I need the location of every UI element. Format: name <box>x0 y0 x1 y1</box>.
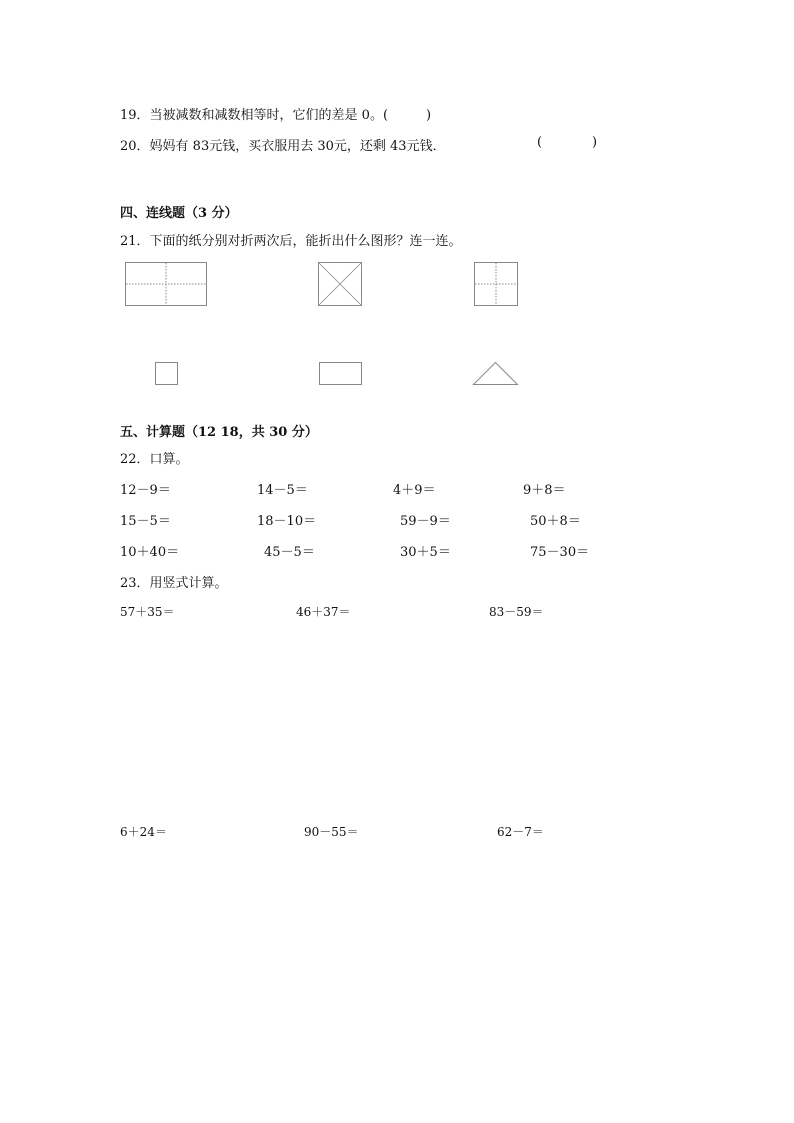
vertical-calc-item: 57＋35＝ <box>120 605 175 619</box>
oral-item: 14－5＝ <box>257 483 308 498</box>
question-19-close-paren: ) <box>426 108 432 123</box>
vertical-calc-item: 62－7＝ <box>497 825 544 839</box>
oral-item: 18－10＝ <box>257 514 317 529</box>
oral-item: 59－9＝ <box>400 514 451 529</box>
work-area-row-1[interactable] <box>120 625 600 815</box>
question-21-text: 21．下面的纸分别对折两次后，能折出什么图形？连一连。 <box>120 234 462 249</box>
paper-square-diagonals[interactable] <box>318 262 363 307</box>
vertical-calc-item: 6＋24＝ <box>120 825 167 839</box>
section-5-title: 五、计算题（12 18，共 30 分） <box>120 425 318 440</box>
question-19 <box>120 104 431 123</box>
oral-item: 9＋8＝ <box>523 483 566 498</box>
oral-item: 4＋9＝ <box>393 483 436 498</box>
question-22-text: 22．口算。 <box>120 452 189 467</box>
result-triangle[interactable] <box>473 362 519 386</box>
work-area-row-2[interactable] <box>120 845 600 1045</box>
oral-item: 75－30＝ <box>530 545 590 560</box>
vertical-calc-item: 83－59＝ <box>489 605 544 619</box>
question-20-text: 20．妈妈有 83元钱，买衣服用去 30元，还剩 43元钱． <box>120 139 446 154</box>
result-small-square[interactable] <box>155 362 179 386</box>
question-20-close-paren: ) <box>592 135 598 150</box>
oral-item: 30＋5＝ <box>400 545 451 560</box>
question-23-text: 23．用竖式计算。 <box>120 576 228 591</box>
oral-item: 45－5＝ <box>264 545 315 560</box>
section-4-title: 四、连线题（3 分） <box>120 206 238 221</box>
oral-item: 10＋40＝ <box>120 545 180 560</box>
question-20-open-paren: ( <box>537 135 543 150</box>
oral-item: 12－9＝ <box>120 483 171 498</box>
oral-item: 50＋8＝ <box>530 514 581 529</box>
paper-rectangle-dotted-cross[interactable] <box>125 262 208 307</box>
question-19-text: 19．当被减数和减数相等时，它们的差是 0。( <box>120 108 389 123</box>
vertical-calc-item: 90－55＝ <box>304 825 359 839</box>
result-small-rectangle[interactable] <box>319 362 363 386</box>
oral-item: 15－5＝ <box>120 514 171 529</box>
paper-square-dotted-cross[interactable] <box>474 262 519 307</box>
answer-blank-20[interactable] <box>546 135 590 151</box>
vertical-calc-item: 46＋37＝ <box>296 605 351 619</box>
